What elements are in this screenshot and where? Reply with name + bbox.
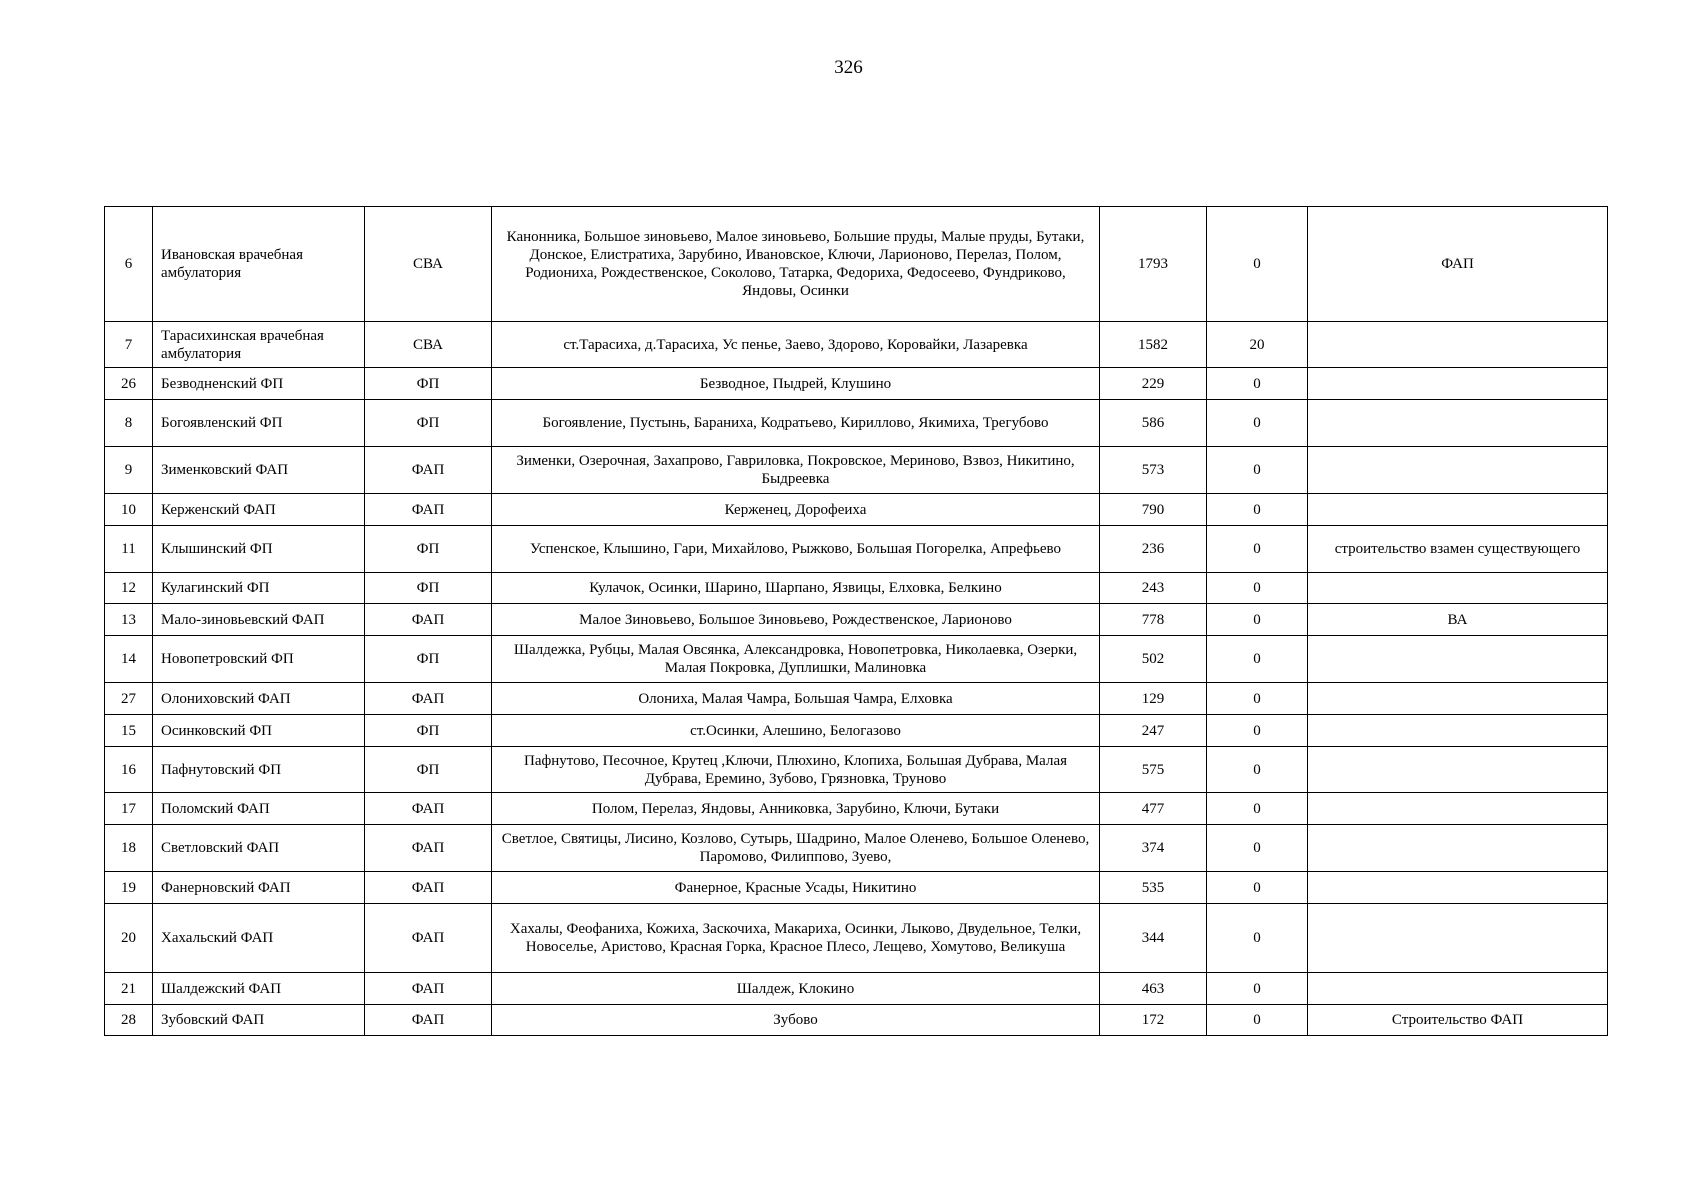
note — [1308, 715, 1608, 747]
population: 573 — [1100, 447, 1207, 494]
facility-type: ФП — [365, 747, 492, 793]
note — [1308, 400, 1608, 447]
table-row — [105, 825, 1608, 872]
facility-type: ФП — [365, 526, 492, 573]
population: 463 — [1100, 973, 1207, 1005]
facility-type: ФП — [365, 400, 492, 447]
facility-name: Новопетровский ФП — [153, 636, 365, 683]
population: 374 — [1100, 825, 1207, 872]
table-row — [105, 526, 1608, 573]
facility-type: ФП — [365, 636, 492, 683]
served-villages: Зименки, Озерочная, Захапрово, Гавриловка, Покровское, Мериново, Взвоз, Никитино, Быдреевка — [492, 447, 1100, 494]
row-number: 26 — [105, 368, 153, 400]
note — [1308, 747, 1608, 793]
facility-name: Фанерновский ФАП — [153, 872, 365, 904]
population: 172 — [1100, 1005, 1207, 1036]
value: 0 — [1207, 793, 1308, 825]
note: строительство взамен существующего — [1308, 526, 1608, 573]
population: 790 — [1100, 494, 1207, 526]
facility-name: Керженский ФАП — [153, 494, 365, 526]
population: 236 — [1100, 526, 1207, 573]
value: 20 — [1207, 322, 1308, 368]
table-row — [105, 715, 1608, 747]
value: 0 — [1207, 368, 1308, 400]
served-villages: Малое Зиновьево, Большое Зиновьево, Рождественское, Ларионово — [492, 604, 1100, 636]
table-row — [105, 573, 1608, 604]
row-number: 13 — [105, 604, 153, 636]
population: 575 — [1100, 747, 1207, 793]
facility-type: ФАП — [365, 1005, 492, 1036]
facility-type: ФАП — [365, 973, 492, 1005]
population: 344 — [1100, 904, 1207, 973]
row-number: 12 — [105, 573, 153, 604]
table-row — [105, 1005, 1608, 1036]
facility-type: ФАП — [365, 904, 492, 973]
row-number: 10 — [105, 494, 153, 526]
population: 535 — [1100, 872, 1207, 904]
served-villages: Богоявление, Пустынь, Бараниха, Кодратьево, Кириллово, Якимиха, Трегубово — [492, 400, 1100, 447]
facility-type: ФАП — [365, 604, 492, 636]
row-number: 8 — [105, 400, 153, 447]
row-number: 28 — [105, 1005, 153, 1036]
table-row — [105, 747, 1608, 793]
value: 0 — [1207, 207, 1308, 322]
value: 0 — [1207, 400, 1308, 447]
served-villages: Безводное, Пыдрей, Клушино — [492, 368, 1100, 400]
served-villages: Керженец, Дорофеиха — [492, 494, 1100, 526]
value: 0 — [1207, 747, 1308, 793]
served-villages: Шалдеж, Клокино — [492, 973, 1100, 1005]
note — [1308, 494, 1608, 526]
note — [1308, 447, 1608, 494]
facility-type: ФАП — [365, 447, 492, 494]
facility-type: ФАП — [365, 494, 492, 526]
note — [1308, 636, 1608, 683]
facility-type: ФП — [365, 573, 492, 604]
served-villages: Успенское, Клышино, Гари, Михайлово, Рыжково, Большая Погорелка, Апрефьево — [492, 526, 1100, 573]
row-number: 11 — [105, 526, 153, 573]
facility-name: Зубовский ФАП — [153, 1005, 365, 1036]
facility-name: Ивановская врачебная амбулатория — [153, 207, 365, 322]
note — [1308, 322, 1608, 368]
table-row — [105, 368, 1608, 400]
table-row — [105, 322, 1608, 368]
row-number: 19 — [105, 872, 153, 904]
row-number: 6 — [105, 207, 153, 322]
table-row — [105, 872, 1608, 904]
served-villages: ст.Тарасиха, д.Тарасиха, Ус пенье, Заево, Здорово, Коровайки, Лазаревка — [492, 322, 1100, 368]
row-number: 21 — [105, 973, 153, 1005]
facility-name: Шалдежский ФАП — [153, 973, 365, 1005]
facility-name: Тарасихинская врачебная амбулатория — [153, 322, 365, 368]
population: 502 — [1100, 636, 1207, 683]
facility-type: ФАП — [365, 825, 492, 872]
facility-name: Олониховский ФАП — [153, 683, 365, 715]
population: 477 — [1100, 793, 1207, 825]
table-row — [105, 683, 1608, 715]
row-number: 14 — [105, 636, 153, 683]
note: ВА — [1308, 604, 1608, 636]
row-number: 27 — [105, 683, 153, 715]
row-number: 7 — [105, 322, 153, 368]
served-villages: Полом, Перелаз, Яндовы, Анниковка, Зарубино, Ключи, Бутаки — [492, 793, 1100, 825]
note — [1308, 573, 1608, 604]
population: 586 — [1100, 400, 1207, 447]
value: 0 — [1207, 573, 1308, 604]
row-number: 16 — [105, 747, 153, 793]
table-row — [105, 636, 1608, 683]
note — [1308, 973, 1608, 1005]
value: 0 — [1207, 494, 1308, 526]
value: 0 — [1207, 973, 1308, 1005]
value: 0 — [1207, 604, 1308, 636]
population: 129 — [1100, 683, 1207, 715]
served-villages: Канонника, Большое зиновьево, Малое зиновьево, Большие пруды, Малые пруды, Бутаки, Донское, Елистратиха, Зарубино, Ивановское, Ключи, Ларионово, Перелаз, Полом, Родиониха, Рождественское, Соколово, Татарка, Федориха, Федосеево, Фундриково, Яндовы, Осинки — [492, 207, 1100, 322]
served-villages: Олониха, Малая Чамра, Большая Чамра, Елховка — [492, 683, 1100, 715]
row-number: 9 — [105, 447, 153, 494]
row-number: 15 — [105, 715, 153, 747]
value: 0 — [1207, 715, 1308, 747]
facility-name: Зименковский ФАП — [153, 447, 365, 494]
served-villages: Пафнутово, Песочное, Крутец ,Ключи, Плюхино, Клопиха, Большая Дубрава, Малая Дубрава, Еремино, Зубово, Грязновка, Труново — [492, 747, 1100, 793]
table-row — [105, 793, 1608, 825]
table-row — [105, 447, 1608, 494]
served-villages: Хахалы, Феофаниха, Кожиха, Заскочиха, Макариха, Осинки, Лыково, Двудельное, Телки, Новоселье, Аристово, Красная Горка, Красное Плесо, Лещево, Хомутово, Великуша — [492, 904, 1100, 973]
population: 1582 — [1100, 322, 1207, 368]
facility-name: Поломский ФАП — [153, 793, 365, 825]
served-villages: Зубово — [492, 1005, 1100, 1036]
table-row — [105, 973, 1608, 1005]
served-villages: Шалдежка, Рубцы, Малая Овсянка, Александровка, Новопетровка, Николаевка, Озерки, Малая Покровка, Дуплишки, Малиновка — [492, 636, 1100, 683]
facility-type: ФАП — [365, 683, 492, 715]
note — [1308, 904, 1608, 973]
table-row — [105, 207, 1608, 322]
population: 778 — [1100, 604, 1207, 636]
value: 0 — [1207, 683, 1308, 715]
table-row — [105, 494, 1608, 526]
served-villages: Светлое, Святицы, Лисино, Козлово, Сутырь, Шадрино, Малое Оленево, Большое Оленево, Паромово, Филиппово, Зуево, — [492, 825, 1100, 872]
facility-name: Мало-зиновьевский ФАП — [153, 604, 365, 636]
table-row — [105, 904, 1608, 973]
population: 247 — [1100, 715, 1207, 747]
value: 0 — [1207, 526, 1308, 573]
population: 243 — [1100, 573, 1207, 604]
facility-type: СВА — [365, 322, 492, 368]
row-number: 18 — [105, 825, 153, 872]
facility-name: Хахальский ФАП — [153, 904, 365, 973]
served-villages: Кулачок, Осинки, Шарино, Шарпано, Язвицы, Елховка, Белкино — [492, 573, 1100, 604]
value: 0 — [1207, 825, 1308, 872]
table-row — [105, 400, 1608, 447]
note — [1308, 683, 1608, 715]
facility-name: Кулагинский ФП — [153, 573, 365, 604]
note: Строительство ФАП — [1308, 1005, 1608, 1036]
served-villages: ст.Осинки, Алешино, Белогазово — [492, 715, 1100, 747]
value: 0 — [1207, 447, 1308, 494]
facility-name: Безводненский ФП — [153, 368, 365, 400]
value: 0 — [1207, 1005, 1308, 1036]
note — [1308, 368, 1608, 400]
facility-type: ФП — [365, 715, 492, 747]
facility-type: ФП — [365, 368, 492, 400]
note — [1308, 825, 1608, 872]
population: 229 — [1100, 368, 1207, 400]
facility-name: Клышинский ФП — [153, 526, 365, 573]
table-row — [105, 604, 1608, 636]
value: 0 — [1207, 872, 1308, 904]
facility-type: СВА — [365, 207, 492, 322]
facility-name: Светловский ФАП — [153, 825, 365, 872]
facility-name: Пафнутовский ФП — [153, 747, 365, 793]
row-number: 17 — [105, 793, 153, 825]
facility-name: Богоявленский ФП — [153, 400, 365, 447]
note — [1308, 793, 1608, 825]
note — [1308, 872, 1608, 904]
note: ФАП — [1308, 207, 1608, 322]
row-number: 20 — [105, 904, 153, 973]
medical-facilities-table — [104, 206, 1608, 1036]
value: 0 — [1207, 636, 1308, 683]
served-villages: Фанерное, Красные Усады, Никитино — [492, 872, 1100, 904]
facility-type: ФАП — [365, 872, 492, 904]
facility-name: Осинковский ФП — [153, 715, 365, 747]
page-number: 326 — [834, 57, 863, 78]
value: 0 — [1207, 904, 1308, 973]
facility-type: ФАП — [365, 793, 492, 825]
population: 1793 — [1100, 207, 1207, 322]
